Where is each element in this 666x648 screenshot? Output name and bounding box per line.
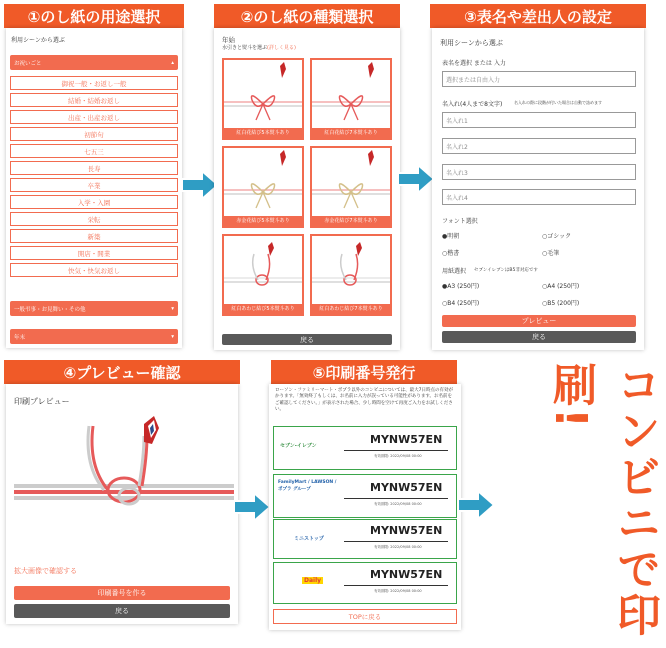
noshi-card[interactable] [310, 234, 392, 316]
panel1-header: ①のし紙の用途選択 [4, 4, 184, 28]
purpose-option[interactable]: 御祝一般・お返し一般 [10, 76, 178, 90]
panel2-title: 年始 [222, 36, 235, 44]
mizuhiki-icon [312, 60, 390, 128]
name-input-1[interactable]: 名入れ1 [442, 112, 636, 128]
arrow-right-icon [232, 492, 272, 522]
noshi-card-label: 紅白あわじ結び5本熨斗あり [224, 304, 302, 314]
font-radio-mouhitsu[interactable]: ○毛筆 [542, 250, 560, 257]
name-note: 名入れの際に段階が付いた場合は自動で詰めます [514, 100, 602, 105]
mizuhiki-icon [224, 60, 302, 128]
preview-button[interactable]: プレビュー [442, 315, 636, 327]
noshi-card-label: 赤金花結び7本熨斗あり [312, 216, 390, 226]
store-card-daily [273, 562, 457, 604]
purpose-option[interactable]: 出産・出産お返し [10, 110, 178, 124]
print-code: MYNW57EN [370, 433, 443, 446]
purpose-option[interactable]: 入学・入園 [10, 195, 178, 209]
paper-label: 用紙選択 [442, 268, 467, 275]
mizuhiki-icon [312, 148, 390, 216]
expiry: 有効期限: 2022/09/08 00:00 [374, 589, 422, 593]
print-code: MYNW57EN [370, 568, 443, 581]
purpose-option[interactable]: 結婚・結婚お返し [10, 93, 178, 107]
mizuhiki-icon [224, 148, 302, 216]
preview-image [14, 416, 234, 556]
paper-radio-b4[interactable]: ○B4 (250円) [442, 300, 480, 307]
purpose-option[interactable]: 開店・開業 [10, 246, 178, 260]
back-button[interactable]: 戻る [442, 331, 636, 343]
arrow-right-icon [396, 164, 436, 194]
option-list [10, 76, 178, 277]
category-yearend[interactable]: 年末 ▾ [10, 329, 178, 344]
purpose-option[interactable]: 新築 [10, 229, 178, 243]
noshi-card-label: 紅白あわじ結び7本熨斗あり [312, 304, 390, 314]
noshi-card[interactable] [310, 146, 392, 228]
panel5-header: ⑤印刷番号発行 [271, 360, 457, 384]
back-button[interactable]: 戻る [222, 334, 392, 345]
panel5 [269, 384, 461, 630]
expiry: 有効期限: 2022/09/08 00:00 [374, 454, 422, 458]
top-button[interactable]: TOPに戻る [273, 609, 457, 624]
noshi-card[interactable] [222, 58, 304, 140]
expiry: 有効期限: 2022/09/08 00:00 [374, 502, 422, 506]
noshi-card-label: 紅白花結び7本熨斗あり [312, 128, 390, 138]
store-card-family-lawson [273, 474, 457, 518]
expiry: 有効期限: 2022/09/08 00:00 [374, 545, 422, 549]
chevron-down-icon: ▾ [171, 333, 174, 340]
detail-link[interactable]: (詳しく見る) [267, 45, 296, 51]
chevron-up-icon: ▴ [171, 59, 174, 66]
panel2 [214, 28, 400, 350]
panel2-header: ②のし紙の種類選択 [214, 4, 400, 28]
paper-note: セブンイレブンはB5非対応です [474, 268, 538, 273]
panel1 [6, 28, 182, 348]
name-label: 名入れ(4人まで8文字) [442, 101, 503, 108]
panel2-hint: 水引きと熨斗を選ぶ(詳しく見る) [222, 45, 296, 51]
font-radio-mincho[interactable]: ●明朝 [442, 233, 460, 240]
arrow-right-icon [456, 490, 496, 520]
back-button[interactable]: 戻る [14, 604, 230, 618]
font-radio-kaisho[interactable]: ○楷書 [442, 250, 460, 257]
print-code: MYNW57EN [370, 481, 443, 494]
purpose-option[interactable]: 長寿 [10, 161, 178, 175]
noshi-card-label: 赤金花結び5本熨斗あり [224, 216, 302, 226]
paper-radio-b5[interactable]: ○B5 (200円) [542, 300, 580, 307]
purpose-option[interactable]: 卒業 [10, 178, 178, 192]
name-input-2[interactable]: 名入れ2 [442, 138, 636, 154]
issue-number-button[interactable]: 印刷番号を作る [14, 586, 230, 600]
noshi-card[interactable] [310, 58, 392, 140]
omote-input[interactable]: 選択または自由入力 [442, 71, 636, 87]
convenience-print-text: コンビニで印刷! [545, 362, 660, 638]
ministop-logo: ミニストップ [294, 536, 324, 542]
paper-radio-a4[interactable]: ○A4 (250円) [542, 283, 580, 290]
panel4 [6, 384, 238, 624]
notice-text: ローソン・ファミリーマート・ポプラ以外のコンビニについては、最大7日時点の有効がかります。「無効終了もしくは、お名前に入力が誤っている可能性があります。お名前をご確認してください。」が表示された場合、少し時間を空けて再度ご入力をお試しください。 [275, 388, 453, 412]
noshi-card[interactable] [222, 146, 304, 228]
panel4-header: ④プレビュー確認 [4, 360, 240, 384]
seven-logo: セブン-イレブン [280, 443, 317, 449]
paper-radio-a3[interactable]: ●A3 (250円) [442, 283, 480, 290]
panel3 [432, 28, 644, 350]
name-input-4[interactable]: 名入れ4 [442, 189, 636, 205]
zoom-link[interactable]: 拡大画像で確認する [14, 567, 77, 575]
scene-subtitle: 利用シーンから選ぶ [11, 37, 65, 44]
font-radio-gothic[interactable]: ○ゴシック [542, 233, 572, 240]
panel3-header: ③表名や差出人の設定 [430, 4, 646, 28]
category-condolence[interactable]: 一般弔事・お見舞い・その他 ▾ [10, 301, 178, 316]
preview-title: 印刷プレビュー [14, 397, 70, 406]
omote-label: 表名を選択 または 入力 [442, 60, 506, 67]
purpose-option[interactable]: 栄転 [10, 212, 178, 226]
daily-logo: Daily [304, 577, 322, 584]
chevron-down-icon: ▾ [171, 305, 174, 312]
mizuhiki-icon [224, 236, 302, 304]
family-lawson-logo: FamilyMart / LAWSON / ポプラ グループ [278, 480, 337, 493]
scene-subtitle: 利用シーンから選ぶ [440, 39, 503, 47]
purpose-option[interactable]: 快気・快気お返し [10, 263, 178, 277]
print-code: MYNW57EN [370, 524, 443, 537]
store-card-ministop [273, 519, 457, 559]
font-label: フォント選択 [442, 218, 478, 225]
store-card-seven [273, 426, 457, 470]
name-input-3[interactable]: 名入れ3 [442, 164, 636, 180]
noshi-card[interactable] [222, 234, 304, 316]
noshi-card-label: 紅白花結び5本熨斗あり [224, 128, 302, 138]
category-celebration[interactable]: お祝いごと ▴ [10, 55, 178, 70]
purpose-option[interactable]: 七五三 [10, 144, 178, 158]
mizuhiki-icon [312, 236, 390, 304]
purpose-option[interactable]: 初節句 [10, 127, 178, 141]
